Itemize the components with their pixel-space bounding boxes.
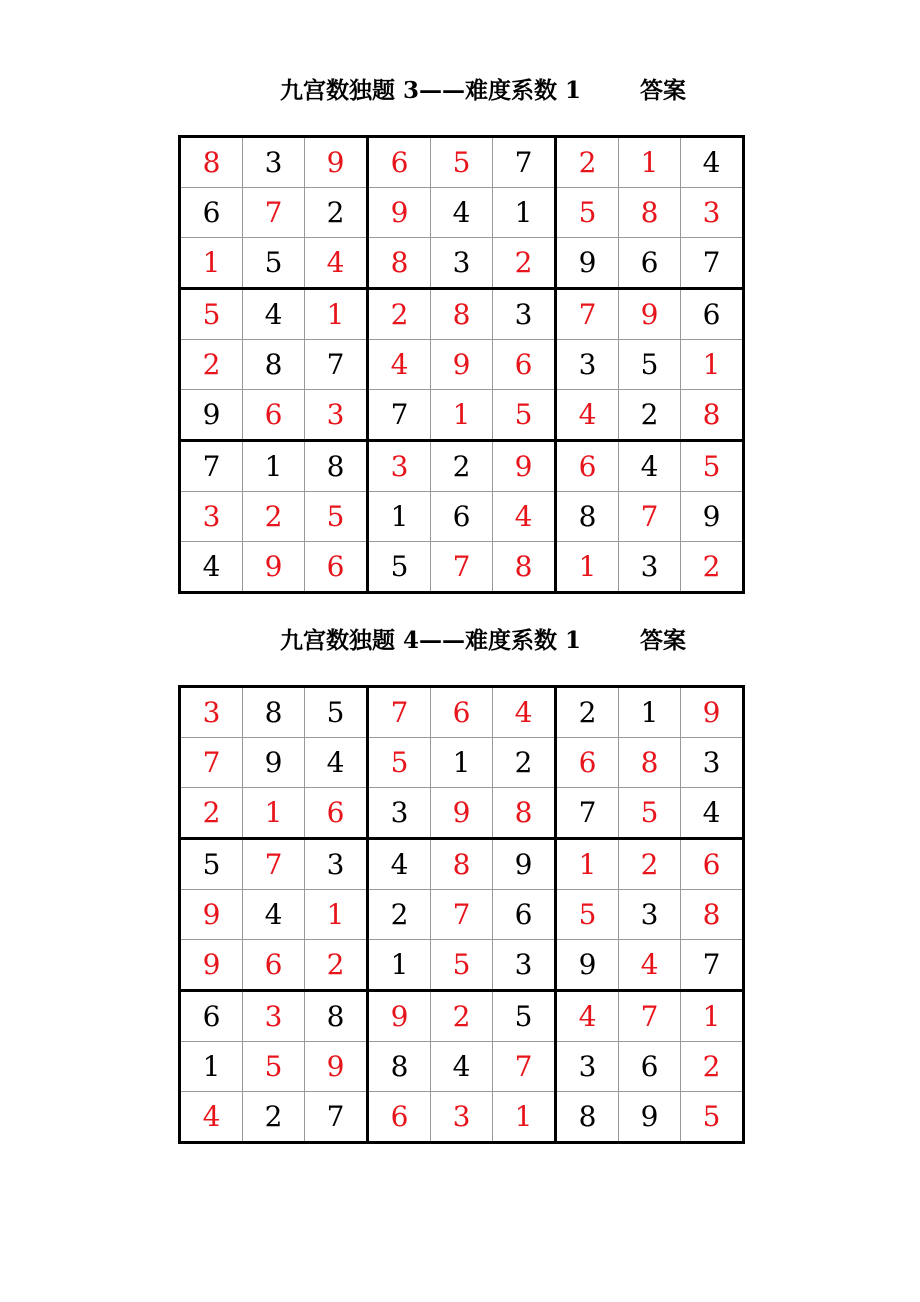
grid-cell: 7 (243, 188, 305, 238)
grid-cell: 2 (305, 940, 368, 991)
grid-cell: 7 (431, 542, 493, 593)
grid-cell: 9 (556, 238, 619, 289)
grid-cell: 4 (619, 441, 681, 492)
grid-cell: 7 (243, 839, 305, 890)
grid-cell: 1 (556, 839, 619, 890)
grid-cell: 2 (556, 137, 619, 188)
grid-cell: 5 (243, 238, 305, 289)
grid-cell: 8 (431, 289, 493, 340)
grid-cell: 8 (619, 188, 681, 238)
grid-cell: 7 (180, 738, 243, 788)
grid-cell: 6 (305, 542, 368, 593)
grid-cell: 6 (556, 441, 619, 492)
grid-cell: 9 (556, 940, 619, 991)
grid-cell: 2 (180, 788, 243, 839)
grid-cell: 9 (431, 340, 493, 390)
grid-row (180, 492, 744, 542)
grid-cell: 4 (305, 738, 368, 788)
grid-cell: 5 (619, 340, 681, 390)
grid-cell: 3 (493, 940, 556, 991)
grid-cell: 2 (368, 890, 431, 940)
grid-cell: 6 (556, 738, 619, 788)
grid-cell: 8 (243, 687, 305, 738)
puzzle-title (0, 72, 920, 112)
grid-cell: 1 (368, 492, 431, 542)
grid-cell: 6 (243, 940, 305, 991)
grid-cell: 5 (180, 839, 243, 890)
grid-cell: 5 (493, 390, 556, 441)
grid-cell: 5 (681, 1092, 744, 1143)
grid-cell: 1 (619, 137, 681, 188)
grid-cell: 8 (681, 890, 744, 940)
grid-cell: 7 (493, 137, 556, 188)
grid-cell: 5 (243, 1042, 305, 1092)
grid-cell: 4 (180, 542, 243, 593)
grid-cell: 1 (681, 340, 744, 390)
grid-cell: 2 (243, 1092, 305, 1143)
grid-cell: 7 (619, 991, 681, 1042)
grid-cell: 2 (556, 687, 619, 738)
grid-cell: 8 (619, 738, 681, 788)
grid-cell: 4 (368, 340, 431, 390)
grid-cell: 6 (493, 340, 556, 390)
grid-cell: 7 (368, 390, 431, 441)
grid-cell: 9 (619, 289, 681, 340)
grid-cell: 3 (681, 188, 744, 238)
grid-cell: 8 (556, 1092, 619, 1143)
grid-cell: 1 (180, 238, 243, 289)
grid-cell: 3 (431, 238, 493, 289)
grid-row (180, 1042, 744, 1092)
grid-cell: 5 (493, 991, 556, 1042)
grid-cell: 9 (619, 1092, 681, 1143)
grid-cell: 5 (556, 188, 619, 238)
grid-cell: 3 (681, 738, 744, 788)
grid-row (180, 1092, 744, 1143)
grid-cell: 7 (556, 788, 619, 839)
answer-label: 答案 (640, 77, 686, 104)
grid-cell: 6 (368, 1092, 431, 1143)
puzzle-title-text: 九宫数独题 3——难度系数 1 (280, 77, 582, 104)
grid-cell: 6 (681, 289, 744, 340)
sudoku-grid (178, 685, 745, 1144)
grid-cell: 1 (305, 289, 368, 340)
grid-cell: 9 (180, 940, 243, 991)
grid-cell: 9 (305, 137, 368, 188)
grid-row (180, 340, 744, 390)
grid-cell: 8 (493, 542, 556, 593)
grid-cell: 6 (180, 991, 243, 1042)
grid-cell: 5 (368, 738, 431, 788)
grid-cell: 9 (243, 738, 305, 788)
grid-cell: 3 (243, 991, 305, 1042)
grid-cell: 4 (180, 1092, 243, 1143)
grid-cell: 4 (243, 890, 305, 940)
grid-cell: 3 (180, 492, 243, 542)
grid-cell: 5 (368, 542, 431, 593)
grid-cell: 2 (243, 492, 305, 542)
grid-cell: 9 (180, 890, 243, 940)
grid-cell: 3 (368, 441, 431, 492)
grid-cell: 1 (431, 390, 493, 441)
grid-cell: 2 (681, 542, 744, 593)
grid-cell: 5 (681, 441, 744, 492)
grid-cell: 8 (305, 441, 368, 492)
grid-cell: 7 (556, 289, 619, 340)
grid-cell: 4 (431, 1042, 493, 1092)
grid-cell: 2 (681, 1042, 744, 1092)
grid-cell: 7 (493, 1042, 556, 1092)
grid-cell: 3 (556, 1042, 619, 1092)
grid-cell: 9 (681, 492, 744, 542)
grid-row (180, 289, 744, 340)
grid-cell: 7 (368, 687, 431, 738)
puzzle-title-text: 九宫数独题 4——难度系数 1 (280, 627, 582, 654)
grid-cell: 3 (305, 839, 368, 890)
grid-row (180, 738, 744, 788)
grid-cell: 6 (619, 1042, 681, 1092)
grid-cell: 9 (493, 441, 556, 492)
grid-cell: 1 (368, 940, 431, 991)
grid-cell: 2 (493, 238, 556, 289)
grid-cell: 3 (368, 788, 431, 839)
grid-cell: 6 (180, 188, 243, 238)
grid-cell: 5 (431, 940, 493, 991)
grid-cell: 3 (619, 542, 681, 593)
grid-cell: 1 (493, 1092, 556, 1143)
grid-cell: 1 (180, 1042, 243, 1092)
grid-cell: 3 (431, 1092, 493, 1143)
grid-cell: 3 (243, 137, 305, 188)
grid-row (180, 542, 744, 593)
grid-cell: 8 (180, 137, 243, 188)
grid-cell: 8 (493, 788, 556, 839)
grid-cell: 5 (619, 788, 681, 839)
grid-cell: 4 (556, 991, 619, 1042)
grid-cell: 1 (681, 991, 744, 1042)
grid-row (180, 788, 744, 839)
grid-cell: 4 (493, 687, 556, 738)
grid-cell: 7 (431, 890, 493, 940)
grid-row (180, 687, 744, 738)
grid-cell: 4 (493, 492, 556, 542)
grid-cell: 4 (619, 940, 681, 991)
puzzle-title (0, 622, 920, 662)
grid-cell: 2 (493, 738, 556, 788)
grid-cell: 1 (431, 738, 493, 788)
grid-cell: 6 (431, 492, 493, 542)
grid-cell: 6 (493, 890, 556, 940)
grid-cell: 3 (305, 390, 368, 441)
grid-cell: 9 (368, 188, 431, 238)
grid-cell: 1 (493, 188, 556, 238)
grid-cell: 4 (305, 238, 368, 289)
grid-cell: 4 (368, 839, 431, 890)
grid-row (180, 890, 744, 940)
grid-cell: 7 (180, 441, 243, 492)
grid-cell: 4 (681, 137, 744, 188)
grid-cell: 5 (556, 890, 619, 940)
grid-cell: 7 (681, 238, 744, 289)
grid-cell: 3 (180, 687, 243, 738)
grid-cell: 2 (619, 839, 681, 890)
grid-row (180, 441, 744, 492)
grid-cell: 8 (681, 390, 744, 441)
grid-cell: 2 (619, 390, 681, 441)
grid-cell: 6 (431, 687, 493, 738)
grid-row (180, 390, 744, 441)
grid-cell: 3 (556, 340, 619, 390)
grid-cell: 7 (619, 492, 681, 542)
grid-cell: 6 (243, 390, 305, 441)
grid-cell: 4 (243, 289, 305, 340)
grid-cell: 3 (493, 289, 556, 340)
grid-cell: 5 (180, 289, 243, 340)
grid-cell: 8 (431, 839, 493, 890)
grid-cell: 1 (243, 441, 305, 492)
grid-cell: 9 (305, 1042, 368, 1092)
grid-cell: 5 (431, 137, 493, 188)
grid-row (180, 940, 744, 991)
grid-cell: 8 (368, 238, 431, 289)
grid-cell: 8 (556, 492, 619, 542)
grid-row (180, 839, 744, 890)
answer-label: 答案 (640, 627, 686, 654)
grid-cell: 2 (368, 289, 431, 340)
grid-cell: 2 (431, 991, 493, 1042)
grid-cell: 8 (243, 340, 305, 390)
grid-cell: 9 (180, 390, 243, 441)
grid-cell: 9 (368, 991, 431, 1042)
grid-cell: 4 (556, 390, 619, 441)
grid-row (180, 991, 744, 1042)
grid-cell: 7 (305, 1092, 368, 1143)
grid-cell: 9 (243, 542, 305, 593)
grid-cell: 3 (619, 890, 681, 940)
grid-cell: 6 (681, 839, 744, 890)
grid-cell: 1 (556, 542, 619, 593)
grid-cell: 4 (431, 188, 493, 238)
grid-row (180, 188, 744, 238)
grid-cell: 1 (619, 687, 681, 738)
grid-cell: 9 (431, 788, 493, 839)
grid-cell: 6 (619, 238, 681, 289)
grid-cell: 1 (243, 788, 305, 839)
grid-cell: 1 (305, 890, 368, 940)
grid-row (180, 137, 744, 188)
grid-row (180, 238, 744, 289)
grid-cell: 8 (368, 1042, 431, 1092)
grid-cell: 5 (305, 687, 368, 738)
grid-cell: 6 (305, 788, 368, 839)
grid-cell: 2 (180, 340, 243, 390)
grid-cell: 8 (305, 991, 368, 1042)
grid-cell: 4 (681, 788, 744, 839)
grid-cell: 9 (493, 839, 556, 890)
grid-cell: 5 (305, 492, 368, 542)
grid-cell: 6 (368, 137, 431, 188)
grid-cell: 9 (681, 687, 744, 738)
grid-cell: 2 (305, 188, 368, 238)
sudoku-grid (178, 135, 745, 594)
grid-cell: 2 (431, 441, 493, 492)
grid-cell: 7 (681, 940, 744, 991)
grid-cell: 7 (305, 340, 368, 390)
